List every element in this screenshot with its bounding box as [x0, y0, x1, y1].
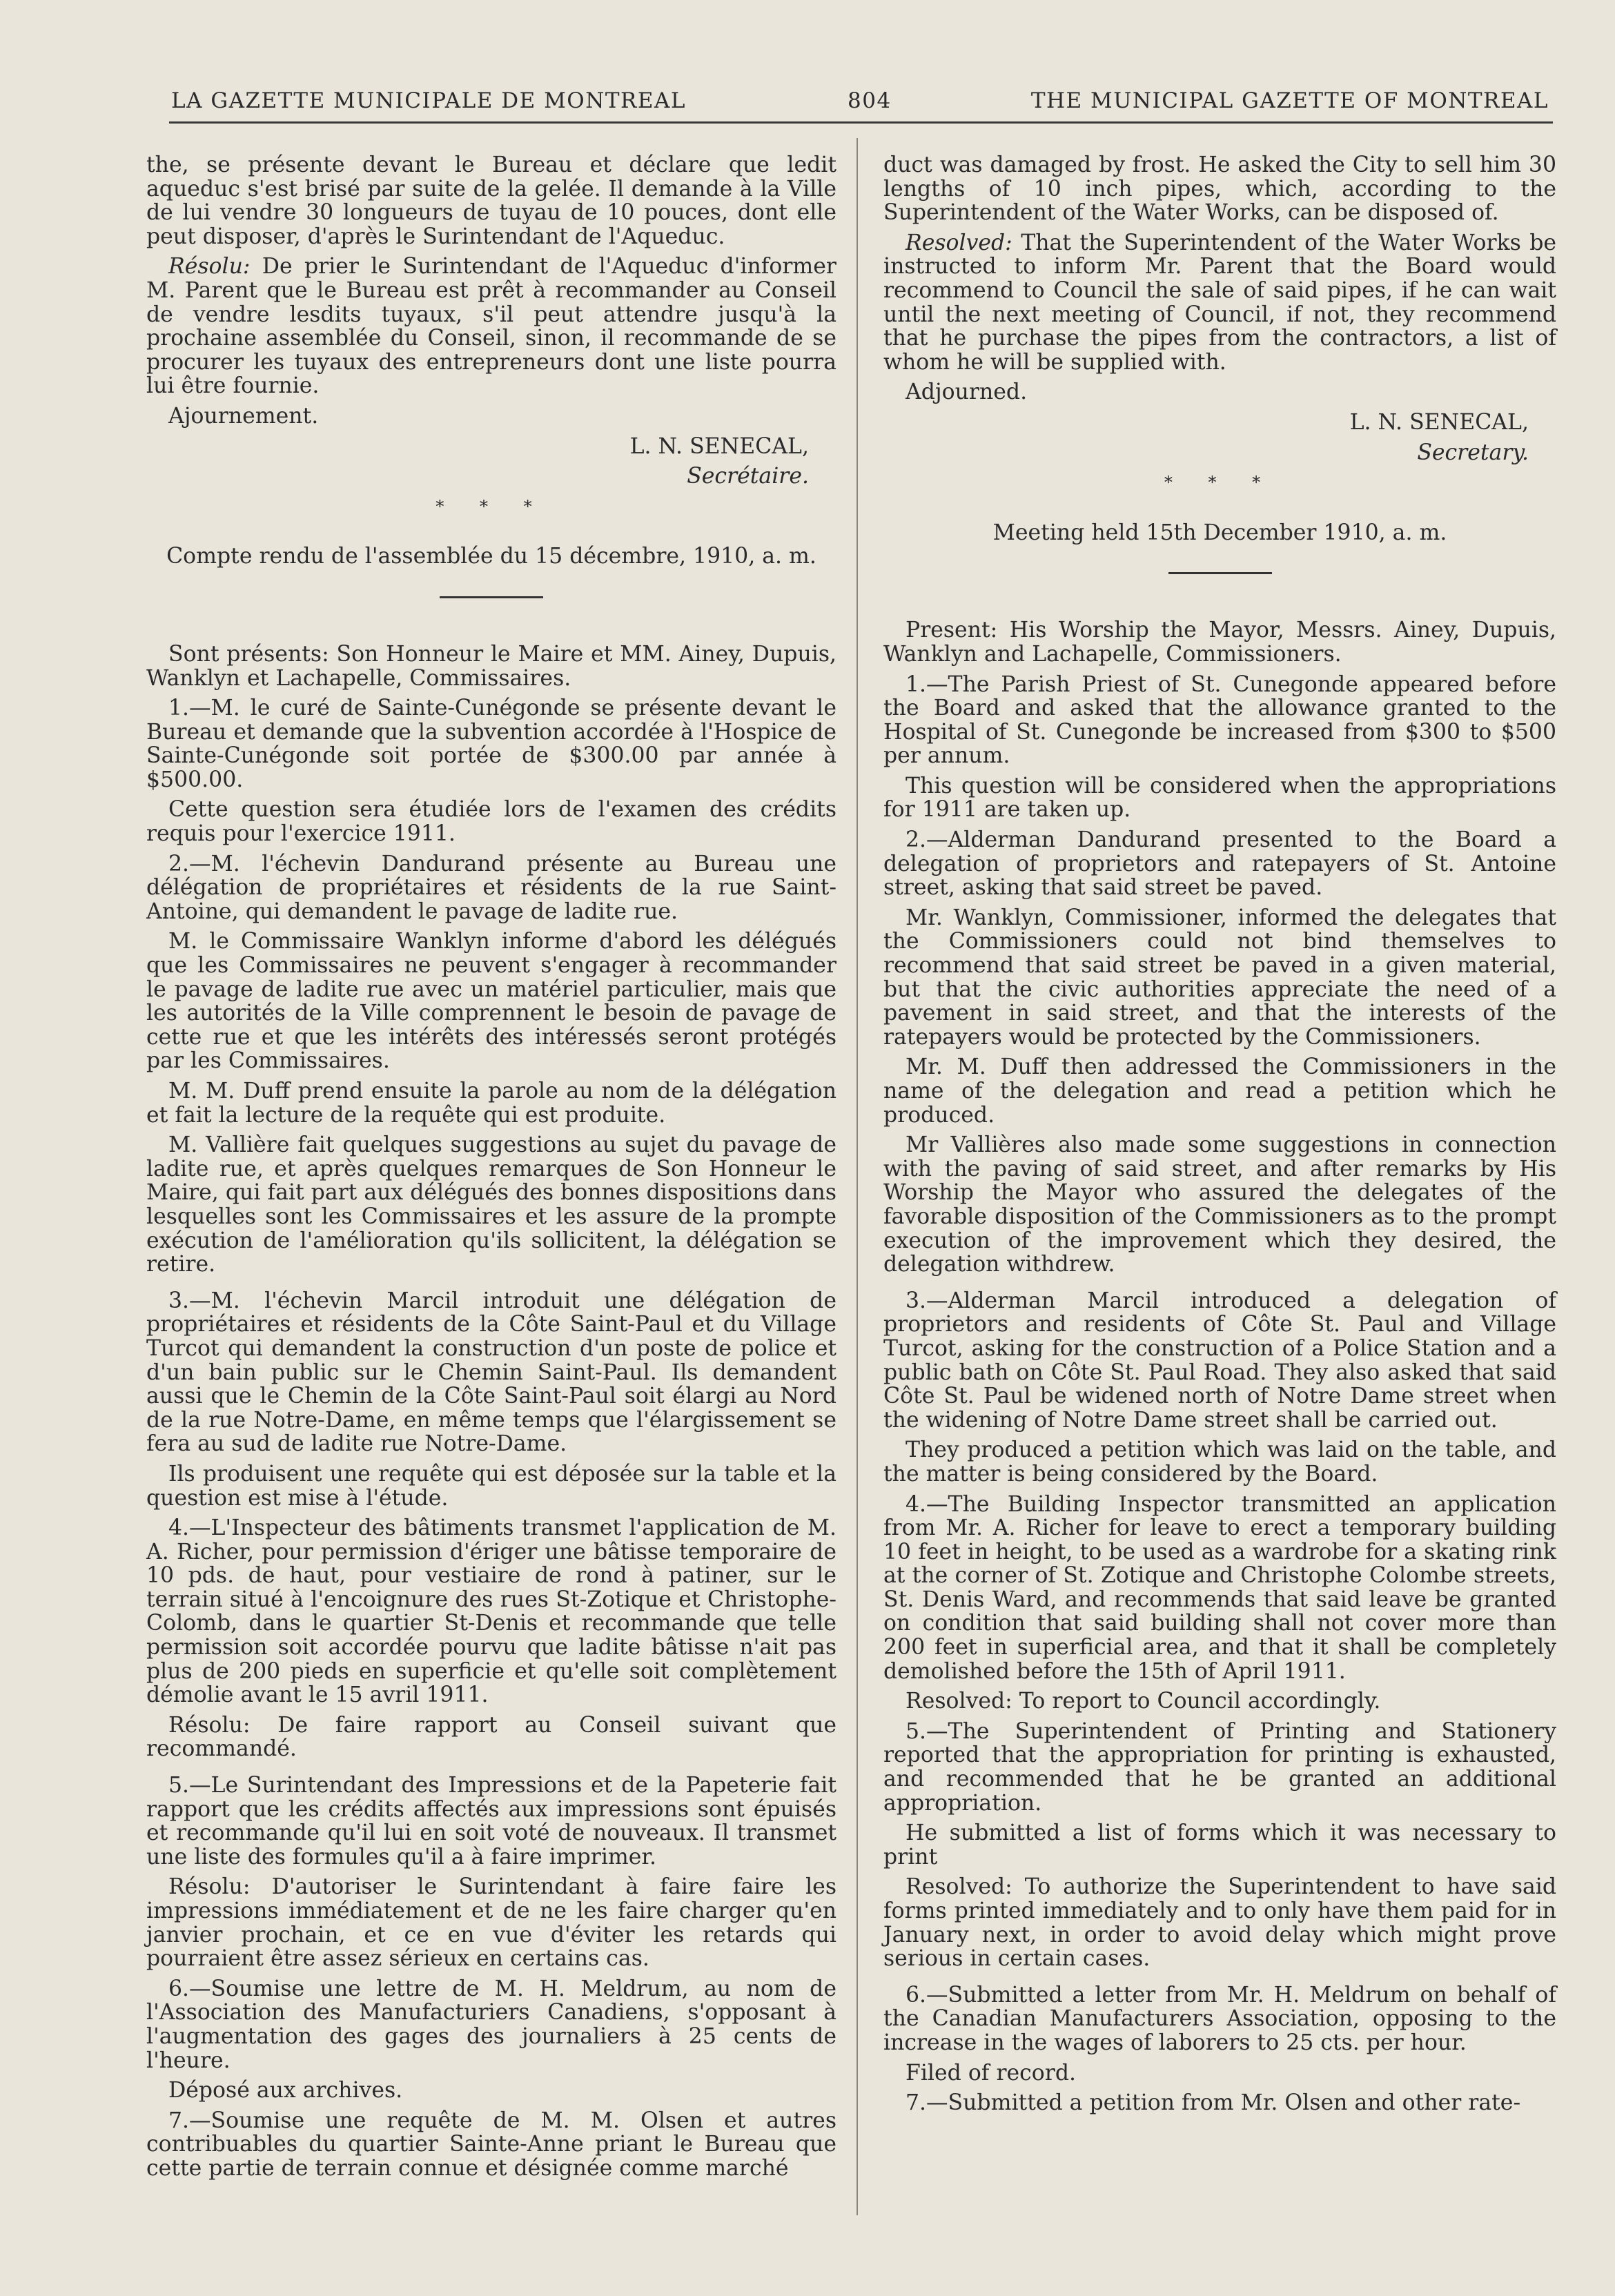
- fr-meeting-heading: Compte rendu de l'assemblée du 15 décembre, 1910, a. m.: [166, 544, 816, 569]
- french-column: [146, 153, 836, 2187]
- fr-resolu-text: De prier le Surintendant de l'Aqueduc d'informer M. Parent que le Bureau est prêt à recommander au Conseil de vendre lesdits tuyaux, s'il peut attendre jusqu'à la prochaine assemblée du Conseil, sinon, il recommande de se procurer les tuyaux des entrepreneurs dont une liste pourra lui être fournie.: [146, 254, 836, 399]
- en-heading-rule: [1168, 572, 1272, 574]
- column-divider: [857, 138, 858, 2215]
- fr-item-2-duff: M. M. Duff prend ensuite la parole au nom de la délégation et fait la lecture de la requête qui est produite.: [146, 1079, 836, 1128]
- fr-item-1-note: Cette question sera étudiée lors de l'examen des crédits requis pour l'exercice 1911.: [146, 797, 836, 847]
- fr-section-stars: * * *: [435, 496, 547, 516]
- english-column: [883, 153, 1556, 2121]
- en-item-6-note: Filed of record.: [906, 2060, 1077, 2086]
- page-number: 804: [848, 88, 892, 113]
- en-item-6: 6.—Submitted a letter from Mr. H. Meldrum on behalf of the Canadian Manufacturers Association, opposing to the increase in the wages of laborers to 25 cts. per hour.: [883, 1982, 1556, 2055]
- fr-item-6: 6.—Soumise une lettre de M. H. Meldrum, au nom de l'Association des Manufacturiers Canadiens, s'opposant à l'augmentation des gages des journaliers à 25 cents de l'heure.: [146, 1976, 836, 2073]
- en-item-7: 7.—Submitted a petition from Mr. Olsen and other rate-: [906, 2090, 1521, 2116]
- en-resolution: [883, 231, 1556, 375]
- en-resolved-text: That the Superintendent of the Water Works be instructed to inform Mr. Parent that the Board would recommend to Council the sale of said pipes, if he can wait until the next meeting of Council, if not, they recommend that he purchase the pipes from the contractors, a list of whom he will be supplied with.: [883, 230, 1557, 375]
- fr-heading-rule: [440, 596, 543, 598]
- fr-item-4-resolu: Résolu: De faire rapport au Conseil suivant que recommandé.: [146, 1712, 836, 1762]
- en-signature-title: Secretary.: [1417, 440, 1529, 465]
- header-rule: [169, 121, 1553, 124]
- en-section-stars: * * *: [1164, 473, 1276, 493]
- en-intro: duct was damaged by frost. He asked the City to sell him 30 lengths of 10 inch pipes, which, according to the Superintendent of the Water Works, can be disposed of.: [883, 153, 1556, 226]
- en-item-3: 3.—Alderman Marcil introduced a delegation of proprietors and residents of Côte St. Paul and Village Turcot, asking for the construction of a Police Station and a public bath on Côte St. Paul Road. They also asked that said Côte St. Paul be widened north of Notre Dame street when the widening of Notre Dame street shall be carried out.: [883, 1288, 1556, 1433]
- page-header: [171, 88, 1549, 120]
- en-item-3-note: They produced a petition which was laid on the table, and the matter is being considered by the Board.: [883, 1438, 1556, 1486]
- en-item-2-wanklyn: Mr. Wanklyn, Commissioner, informed the delegates that the Commissioners could not bind themselves to recommend that said street be paved in a given material, but that the civic authorities appreciate the need of a pavement in said street, and that the interests of the ratepayers would be protected by the Commissioners.: [883, 905, 1556, 1050]
- fr-item-7: 7.—Soumise une requête de M. M. Olsen et autres contribuables du quartier Sainte-Anne priant le Bureau que cette partie de terrain connue et désignée comme marché: [146, 2108, 836, 2181]
- fr-signature-title: Secrétaire.: [687, 464, 809, 489]
- fr-resolu-label: Résolu:: [168, 254, 251, 279]
- fr-item-5-resolu: Résolu: D'autoriser le Surintendant à faire faire les impressions immédiatement et de ne les faire charger qu'en janvier prochain, et ce en vue d'éviter les retards qui pourraient être assez sérieux en certains cas.: [146, 1874, 836, 1972]
- en-item-4: 4.—The Building Inspector transmitted an application from Mr. A. Richer for leave to erect a temporary building 10 feet in height, to be used as a wardrobe for a skating rink at the corner of St. Zotique and Christophe Colombe streets, St. Denis Ward, and recommends that said leave be granted on condition that said building shall not cover more than 200 feet in superficial area, and that it shall be completely demolished before the 15th of April 1911.: [883, 1491, 1556, 1684]
- en-item-5-forms: He submitted a list of forms which it was necessary to print: [883, 1821, 1556, 1870]
- fr-item-3: 3.—M. l'échevin Marcil introduit une délégation de propriétaires et résidents de la Côte Saint-Paul et du Village Turcot qui demandent la construction d'un poste de police et d'un bain public sur le Chemin Saint-Paul. Ils demandent aussi que le Chemin de la Côte Saint-Paul soit élargi au Nord de la rue Notre-Dame, en même temps que l'élargissement se fera au sud de ladite rue Notre-Dame.: [146, 1288, 836, 1457]
- en-item-2: 2.—Alderman Dandurand presented to the Board a delegation of proprietors and ratepayers of St. Antoine street, asking that said street be paved.: [883, 827, 1556, 901]
- fr-item-2: 2.—M. l'échevin Dandurand présente au Bureau une délégation de propriétaires et résidents de la rue Saint-Antoine, qui demandent le pavage de ladite rue.: [146, 851, 836, 924]
- fr-resolution: [146, 255, 836, 398]
- en-resolved-label: Resolved:: [906, 230, 1012, 255]
- fr-intro: the, se présente devant le Bureau et déclare que ledit aqueduc s'est brisé par suite de la gelée. Il demande à la Ville de lui vendre 30 longueurs de tuyau de 10 pouces, dont elle peut disposer, d'après le Surintendant de l'Aqueduc.: [146, 153, 836, 249]
- fr-signature: L. N. SENECAL,: [629, 433, 809, 459]
- header-french-title: LA GAZETTE MUNICIPALE DE MONTREAL: [171, 88, 686, 113]
- fr-item-1: 1.—M. le curé de Sainte-Cunégonde se présente devant le Bureau et demande que la subvention accordée à l'Hospice de Sainte-Cunégonde soit portée de $300.00 par année à $500.00.: [146, 696, 836, 792]
- fr-item-2-valliere: M. Vallière fait quelques suggestions au sujet du pavage de ladite rue, et après quelques remarques de Son Honneur le Maire, qui fait part aux délégués des bonnes dispositions dans lesquelles sont les Commissaires et les assure de la prompte exécution de l'amélioration qu'ils sollicitent, la délégation se retire.: [146, 1132, 836, 1277]
- fr-adjourn: Ajournement.: [168, 403, 319, 429]
- en-item-1: 1.—The Parish Priest of St. Cunegonde appeared before the Board and asked that the allowance granted to the Hospital of St. Cunegonde be increased from $300 to $500 per annum.: [883, 671, 1556, 769]
- en-item-2-vallieres: Mr Vallières also made some suggestions in connection with the paving of said street, and after remarks by His Worship the Mayor who assured the delegates of the favorable disposition of the Commissioners as to the prompt execution of the improvement which they desired, the delegation withdrew.: [883, 1132, 1556, 1277]
- fr-present: Sont présents: Son Honneur le Maire et MM. Ainey, Dupuis, Wanklyn et Lachapelle, Commissaires.: [146, 641, 836, 691]
- fr-item-2-wanklyn: M. le Commissaire Wanklyn informe d'abord les délégués que les Commissaires ne peuvent s'engager à recommander le pavage de ladite rue avec un matériel particulier, mais que les autorités de la Ville comprennent le besoin de pavage de cette rue et que les intérêts des intéressés seront protégés par les Commissaires.: [146, 929, 836, 1074]
- fr-item-5: 5.—Le Surintendant des Impressions et de la Papeterie fait rapport que les crédits affectés aux impressions sont épuisés et recommande qu'il lui en soit voté de nouveaux. Il transmet une liste des formules qu'il a à faire imprimer.: [146, 1773, 836, 1870]
- en-item-5-resolved: Resolved: To authorize the Superintendent to have said forms printed immediately and to only have them paid for in January next, in order to avoid delay which might prove serious in certain cases.: [883, 1874, 1556, 1972]
- en-meeting-heading: Meeting held 15th December 1910, a. m.: [992, 520, 1447, 545]
- header-english-title: THE MUNICIPAL GAZETTE OF MONTREAL: [1030, 88, 1549, 113]
- en-item-5: 5.—The Superintendent of Printing and Stationery reported that the appropriation for printing is exhausted, and recommended that he be granted an additional appropriation.: [883, 1718, 1556, 1816]
- fr-item-4: 4.—L'Inspecteur des bâtiments transmet l'application de M. A. Richer, pour permission d'ériger une bâtisse temporaire de 10 pds. de haut, pour vestiaire de rond à patiner, sur le terrain situé à l'encoignure des rues St-Zotique et Christophe-Colomb, dans le quartier St-Denis et recommande que telle permission soit accordée pourvu que ladite bâtisse n'ait pas plus de 200 pieds en superficie et qu'elle soit complètement démolie avant le 15 avril 1911.: [146, 1515, 836, 1708]
- en-item-4-resolved: Resolved: To report to Council accordingly.: [906, 1689, 1381, 1714]
- fr-item-6-note: Déposé aux archives.: [168, 2078, 403, 2103]
- en-signature: L. N. SENECAL,: [1349, 409, 1529, 435]
- en-item-2-duff: Mr. M. Duff then addressed the Commissioners in the name of the delegation and read a petition which he produced.: [883, 1054, 1556, 1128]
- en-item-1-note: This question will be considered when the appropriations for 1911 are taken up.: [883, 773, 1556, 823]
- en-present: Present: His Worship the Mayor, Messrs. Ainey, Dupuis, Wanklyn and Lachapelle, Commissioners.: [883, 618, 1556, 667]
- en-adjourn: Adjourned.: [906, 380, 1028, 405]
- fr-item-3-note: Ils produisent une requête qui est déposée sur la table et la question est mise à l'étude.: [146, 1461, 836, 1511]
